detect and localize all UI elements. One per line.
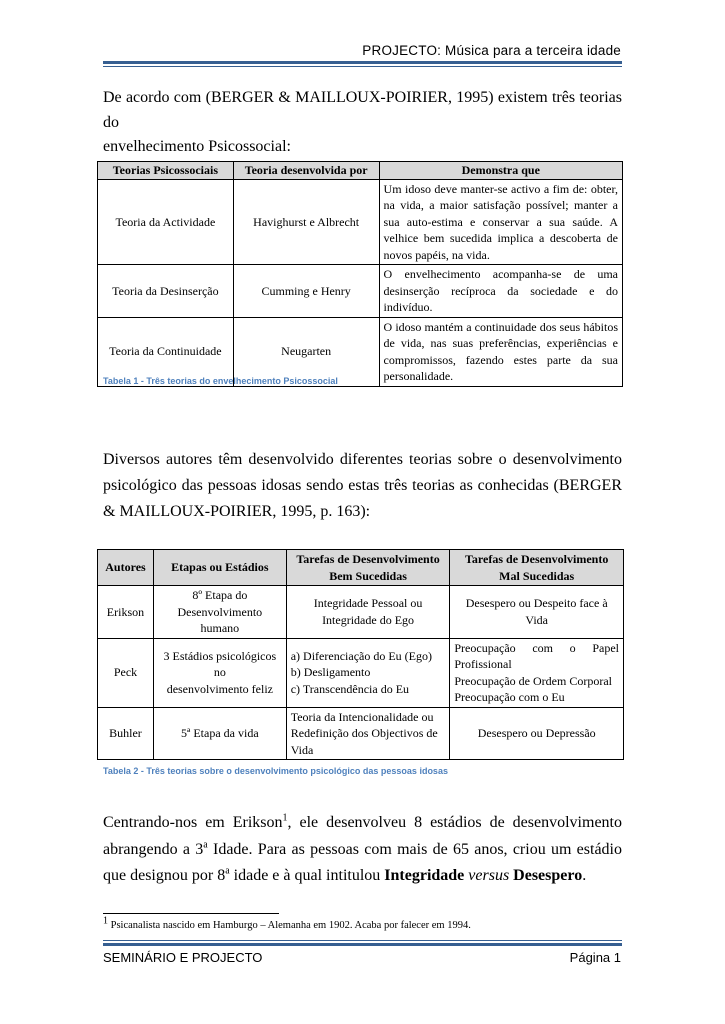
- stage-cell: 8º Etapa do Desenvolvimento humano: [153, 586, 286, 639]
- stage-line: no: [213, 665, 226, 680]
- column-header: Tarefas de Desenvolvimento Mal Sucedidas: [450, 550, 624, 586]
- column-header: Teoria desenvolvida por: [233, 162, 379, 180]
- author-cell: Peck: [98, 638, 154, 707]
- author-cell: Buhler: [98, 707, 154, 760]
- table-row: [98, 265, 623, 318]
- description-cell: O idoso mantém a continuidade dos seus hábitos de vida, nas suas preferências, experiências e compromissos, fazendo estes parte da sua personalidade.: [379, 317, 622, 386]
- column-header: Tarefas de Desenvolvimento Bem Sucedidas: [286, 550, 450, 586]
- author-cell: Havighurst e Albrecht: [233, 179, 379, 265]
- column-header: Teorias Psicossociais: [98, 162, 234, 180]
- table-row: [98, 586, 624, 639]
- success-cell: Teoria da Intencionalidade ou Redefinição dos Objectivos de Vida: [286, 707, 450, 760]
- footnote-text: Psicanalista nascido em Hamburgo – Alemanha em 1902. Acaba por falecer em 1994.: [110, 920, 471, 931]
- stage-line: desenvolvimento feliz: [166, 681, 273, 696]
- list-item: b) Desligamento: [290, 665, 371, 680]
- stage-cell: [153, 638, 286, 707]
- footer-page-number: Página 1: [569, 950, 621, 965]
- failure-cell: Desespero ou Depressão: [450, 707, 624, 760]
- theory-cell: Teoria da Actividade: [98, 179, 234, 265]
- paragraph-3-text: , ele desenvolveu 8 estádios de desenvolvimento abrangendo a 3: [103, 814, 622, 858]
- list-item: c) Transcendência do Eu: [290, 681, 410, 696]
- author-cell: Cumming e Henry: [233, 265, 379, 318]
- description-cell: Um idoso deve manter-se activo a fim de: obter, na vida, a maior satisfação possível; manter a sua auto-estima e conservar a sua saúde. A velhice bem sucedida implica a descoberta de novos papéis, na vida.: [379, 179, 622, 265]
- list-item: a) Diferenciação do Eu (Ego): [290, 648, 432, 663]
- bold-term: Desespero: [513, 867, 583, 884]
- header-title: PROJECTO: Música para a terceira idade: [362, 43, 621, 58]
- list-item: Preocupação com o Papel Profissional: [454, 640, 619, 671]
- italic-term: versus: [468, 867, 510, 884]
- stage-cell: 5ª Etapa da vida: [153, 707, 286, 760]
- list-item: Preocupação com o Eu: [454, 690, 565, 704]
- success-cell: Integridade Pessoal ou Integridade do Ego: [286, 586, 450, 639]
- table-header-row: [98, 162, 623, 180]
- theory-cell: Teoria da Continuidade: [98, 317, 234, 386]
- failure-cell: [450, 638, 624, 707]
- header-rule-thin: [103, 66, 622, 67]
- table-row: [98, 179, 623, 265]
- paragraph-2: Diversos autores têm desenvolvido diferentes teorias sobre o desenvolvimento psicológico das pessoas idosas sendo estas três teorias as conhecidas (BERGER & MAILLOUX-POIRIER, 1995, p. 163):: [103, 451, 622, 520]
- paragraph-3: [103, 810, 622, 890]
- paragraph-3-end: .: [582, 867, 587, 884]
- footnote-separator: [103, 913, 279, 914]
- intro-line-2: envelhecimento Psicossocial:: [103, 138, 291, 155]
- author-cell: Neugarten: [233, 317, 379, 386]
- description-cell: O envelhecimento acompanha-se de uma desinserção recíproca da sociedade e do indivíduo.: [379, 265, 622, 318]
- table-row: [98, 638, 624, 707]
- list-item: Preocupação de Ordem Corporal: [454, 673, 612, 688]
- theories-table: [97, 161, 623, 387]
- column-header: Demonstra que: [379, 162, 622, 180]
- column-header: Etapas ou Estádios: [153, 550, 286, 586]
- author-cell: Erikson: [98, 586, 154, 639]
- intro-paragraph: [103, 86, 622, 160]
- footer-section-title: SEMINÁRIO E PROJECTO: [103, 950, 263, 965]
- paragraph-3-text: Centrando-nos em Erikson: [103, 814, 283, 831]
- paragraph-3-text: idade e à qual intitulou: [229, 867, 385, 884]
- header-rule-thick: [103, 61, 622, 64]
- footer-rule-thick: [103, 943, 622, 946]
- footer-rule-thin: [103, 940, 622, 941]
- footnote-reference: 1: [282, 812, 288, 824]
- table-row: [98, 707, 624, 760]
- failure-cell: Desespero ou Despeito face à Vida: [450, 586, 624, 639]
- theory-cell: Teoria da Desinserção: [98, 265, 234, 318]
- intro-line-1: De acordo com (BERGER & MAILLOUX-POIRIER, 1995) existem três teorias do: [103, 89, 622, 131]
- paragraph-3-text: Idade. Para as pessoas com mais de 65 anos, criou um estádio que designou por 8: [103, 840, 622, 884]
- development-table: [97, 549, 624, 760]
- ordinal-indicator: a: [225, 865, 230, 877]
- bold-term: Integridade: [384, 867, 465, 884]
- table-header-row: [98, 550, 624, 586]
- footnote: [103, 915, 471, 931]
- table-1-caption: Tabela 1 - Três teorias do envelhecimento Psicossocial: [103, 376, 338, 386]
- stage-line: 3 Estádios psicológicos: [163, 648, 277, 663]
- ordinal-indicator: a: [203, 839, 208, 851]
- column-header: Autores: [98, 550, 154, 586]
- footnote-number: 1: [103, 915, 108, 927]
- table-2-caption: Tabela 2 - Três teorias sobre o desenvolvimento psicológico das pessoas idosas: [103, 766, 448, 776]
- success-cell: [286, 638, 450, 707]
